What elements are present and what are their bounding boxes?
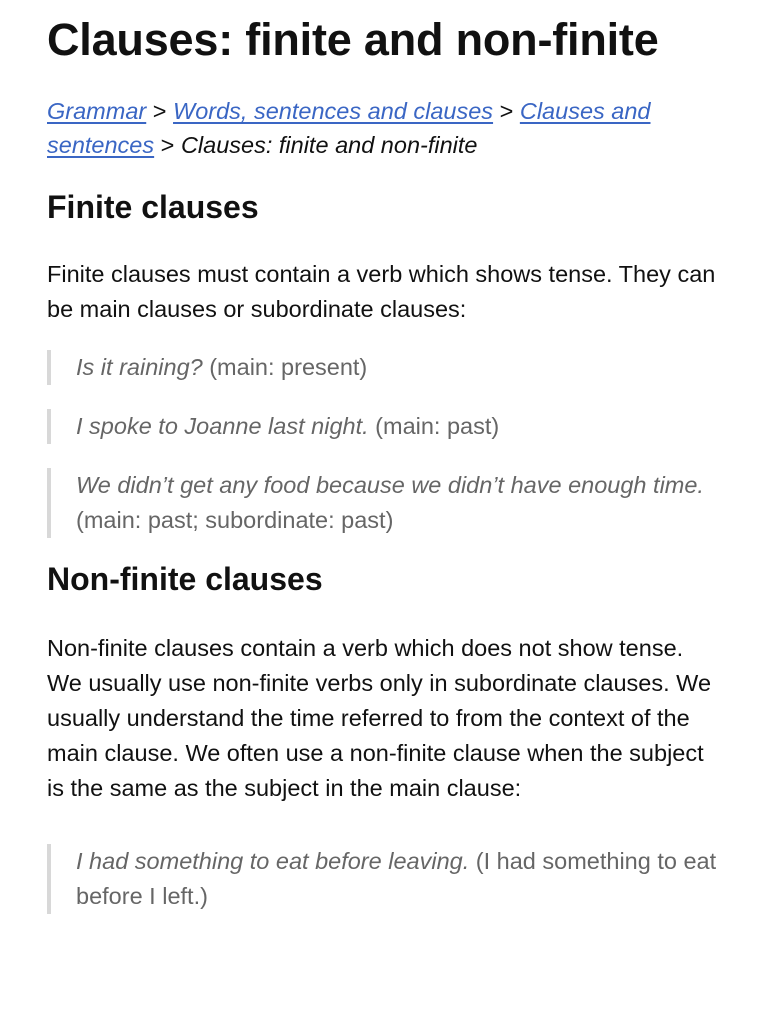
page-title: Clauses: finite and non-finite (47, 14, 659, 65)
non-finite-intro-text: Non-finite clauses contain a verb which does not show tense. We usually use non-finite verbs only in subordinate clauses. We usually understand the time referred to from the context of the main clause. We often use a non-finite clause when the subject is the same as the subject in the main clause: (47, 635, 712, 801)
breadcrumb (47, 94, 722, 162)
section-heading-non-finite: Non-finite clauses (47, 561, 323, 597)
example-quote (47, 409, 722, 444)
breadcrumb-separator: > (160, 132, 175, 158)
breadcrumb-separator: > (152, 98, 167, 124)
example-sentence: Is it raining? (76, 354, 203, 380)
example-sentence: I spoke to Joanne last night. (76, 413, 369, 439)
example-quote (47, 468, 722, 538)
example-note: (main: present) (209, 354, 368, 380)
example-note: (I had something to eat before I left.) (76, 848, 717, 909)
breadcrumb-link-grammar[interactable]: Grammar (47, 98, 147, 124)
breadcrumb-separator: > (499, 98, 514, 124)
section-heading-finite: Finite clauses (47, 189, 259, 225)
breadcrumb-current: Clauses: finite and non-finite (180, 132, 478, 158)
example-sentence: We didn’t get any food because we didn’t have enough time. (76, 472, 704, 498)
breadcrumb-link-clauses-and-sentences[interactable]: Clauses and sentences (47, 98, 651, 158)
example-sentence: I had something to eat before leaving. (76, 848, 470, 874)
finite-intro-text: Finite clauses must contain a verb which shows tense. They can be main clauses or subordinate clauses: (47, 261, 716, 322)
example-quote (47, 844, 722, 914)
example-note: (main: past; subordinate: past) (76, 507, 394, 533)
breadcrumb-link-words-sentences-clauses[interactable]: Words, sentences and clauses (173, 98, 494, 124)
example-quote (47, 350, 722, 385)
example-note: (main: past) (375, 413, 500, 439)
